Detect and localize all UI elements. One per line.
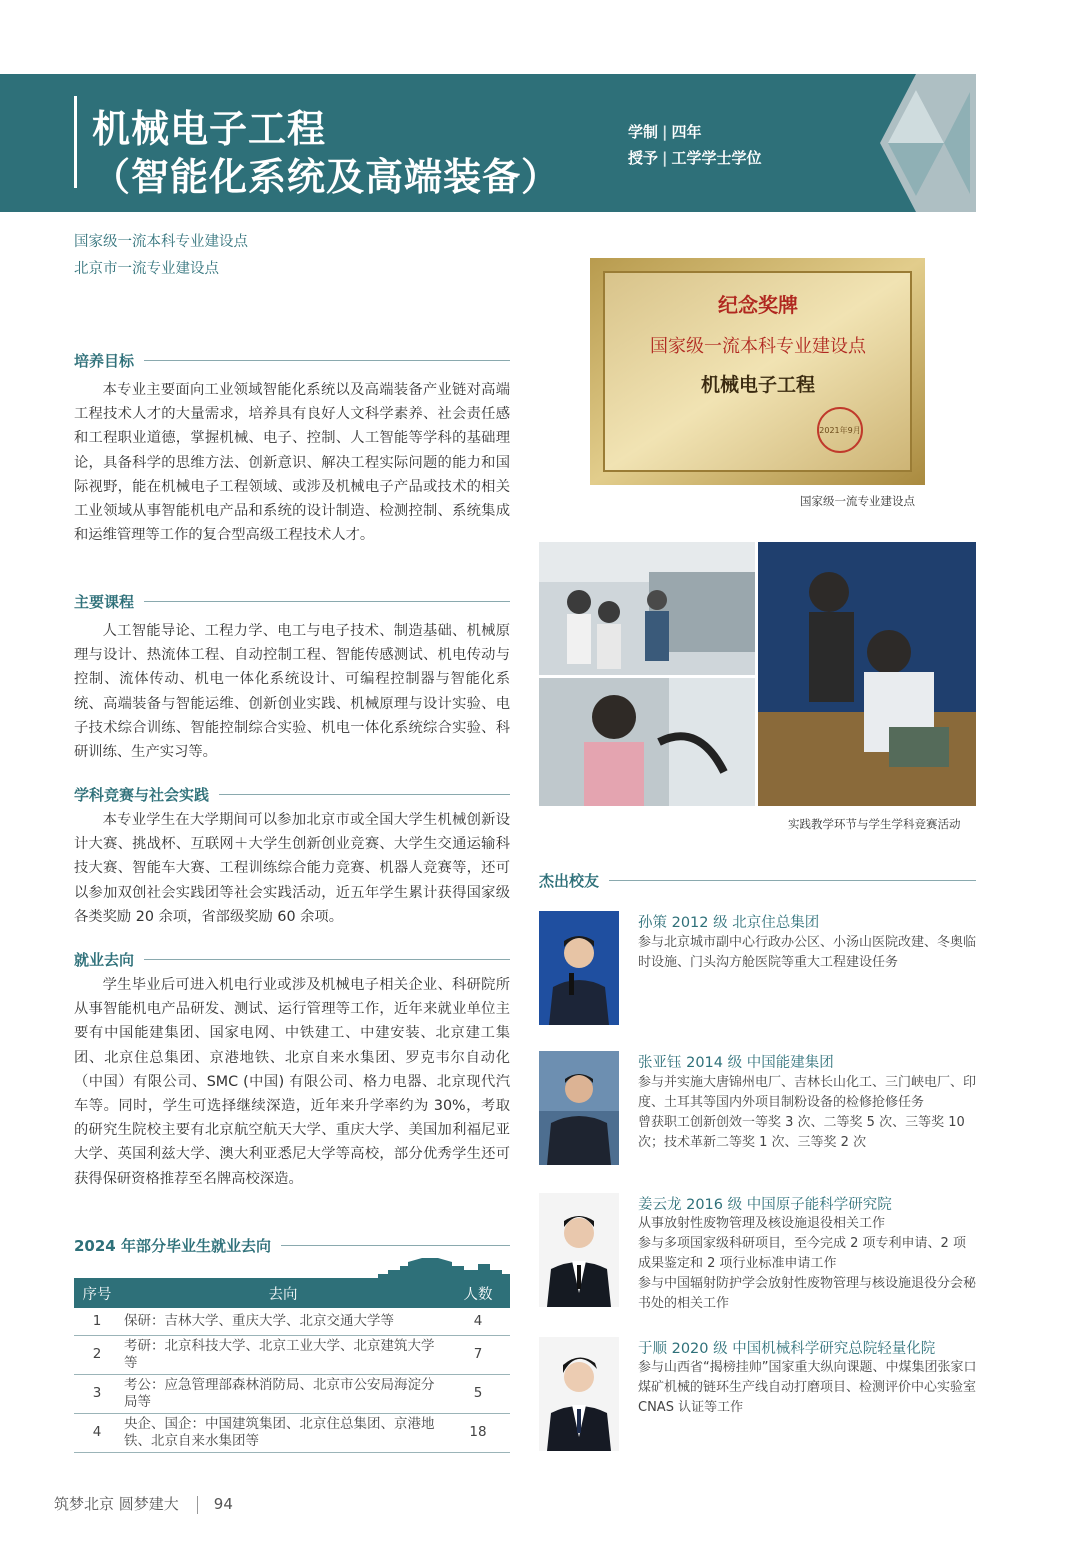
- page-number: 94: [213, 1495, 233, 1513]
- alumni-desc-1: 参与北京城市副中心行政办公区、小汤山医院改建、冬奥临时设施、门头沟方舱医院等重大工程建设任务: [638, 935, 977, 970]
- plaque-line2: 机械电子工程: [700, 374, 816, 396]
- table-header-dest: 去向: [120, 1278, 446, 1308]
- employment-text: 学生毕业后可进入机电行业或涉及机械电子相关企业、科研院所从事智能机电产品研发、测试、运行管理等工作，近年来就业单位主要有中国能建集团、国家电网、中铁建工、中建安装、北京建工集团、北京住总集团、京港地铁、北京自来水集团、罗克韦尔自动化（中国）有限公司、SMC (中国) 有限公司、格力电器、北京现代汽车等。同时，学生可选择继续深造，近年来升学率约为 30%，考取的研究生院校主要有北京航空航天大学、重庆大学、美国加利福尼亚大学、英国利兹大学、澳大利亚悉尼大学等高校，部分优秀学生还可获得保研资格推荐至名牌高校深造。: [74, 977, 510, 1187]
- duration-info: 学制 | 四年: [628, 123, 702, 141]
- alumni-name-3: 姜云龙 2016 级 中国原子能科学研究院: [638, 1197, 892, 1213]
- table-row: 1 保研：吉林大学、重庆大学、北京交通大学等 4: [74, 1308, 510, 1335]
- alumni-name-2: 张亚钰 2014 级 中国能建集团: [638, 1055, 834, 1071]
- practice-caption: 实践教学环节与学生学科竞赛活动: [788, 817, 961, 831]
- badge-beijing: 北京市一流专业建设点: [74, 261, 219, 277]
- title-accent-bar: [74, 96, 77, 188]
- employment-table: [74, 1278, 510, 1453]
- plaque-line1: 国家级一流本科专业建设点: [650, 336, 866, 357]
- section-heading-table: 2024 年部分毕业生就业去向: [74, 1235, 510, 1256]
- page-title: 机械电子工程: [92, 107, 327, 151]
- badge-national: 国家级一流本科专业建设点: [74, 234, 248, 250]
- table-row: 2 考研：北京科技大学、北京工业大学、北京建筑大学等 7: [74, 1335, 510, 1374]
- section-heading-competition: 学科竞赛与社会实践: [74, 784, 510, 805]
- plaque-date: 2021年9月: [819, 426, 861, 435]
- competition-text: 本专业学生在大学期间可以参加北京市或全国大学生机械创新设计大赛、挑战杯、互联网＋大学生创新创业竞赛、大学生交通运输科技大赛、智能车大赛、工程训练综合能力竞赛、机器人竞赛等，还可以参加双创社会实践团等社会实践活动，近五年学生累计获得国家级各类奖励 20 余项，省部级奖励 60 余项。: [74, 812, 510, 925]
- alumni-name-1: 孙策 2012 级 北京住总集团: [638, 915, 820, 931]
- chevron-diamond-logo: [866, 74, 976, 212]
- plaque-heading: 纪念奖牌: [718, 293, 798, 317]
- alumni-desc-4: 参与山西省“揭榜挂帅”国家重大纵向课题、中煤集团张家口煤矿机械的链环生产线自动打磨项目、检测评价中心实验室 CNAS 认证等工作: [638, 1360, 977, 1415]
- alumni-desc-3: 从事放射性废物管理及核设施退役相关工作 参与多项国家级科研项目，至今完成 2 项专利申请、2 项成果鉴定和 2 项行业标准申请工作 参与中国辐射防护学会放射性废物管理与核设施退役分会秘书处的相关工作: [638, 1216, 977, 1311]
- alumni-name-4: 于顺 2020 级 中国机械科学研究总院轻量化院: [638, 1341, 936, 1357]
- plaque-caption: 国家级一流专业建设点: [800, 494, 915, 508]
- alumni-photo-3: [539, 1193, 619, 1307]
- page-subtitle: （智能化系统及高端装备）: [92, 155, 561, 199]
- footer-slogan: 筑梦北京 圆梦建大: [54, 1495, 179, 1513]
- section-heading-employment: 就业去向: [74, 949, 510, 970]
- table-row: 4 央企、国企：中国建筑集团、北京住总集团、京港地铁、北京自来水集团等 18: [74, 1413, 510, 1452]
- table-header-no: 序号: [74, 1278, 120, 1308]
- alumni-photo-4: [539, 1337, 619, 1451]
- table-header-count: 人数: [446, 1278, 510, 1308]
- section-heading-alumni: 杰出校友: [539, 870, 976, 891]
- goal-text: 本专业主要面向工业领域智能化系统以及高端装备产业链对高端工程技术人才的大量需求，培养具有良好人文科学素养、社会责任感和工程职业道德，掌握机械、电子、控制、人工智能等学科的基础理论，具备科学的思维方法、创新意识、解决工程实际问题的能力和国际视野，能在机械电子工程领域、或涉及机械电子产品或技术的相关工业领域从事智能机电产品和系统的设计制造、检测控制、系统集成和运维管理等工作的复合型高级工程技术人才。: [74, 382, 510, 544]
- alumni-photo-2: [539, 1051, 619, 1165]
- skyline-decoration: [378, 1256, 510, 1278]
- alumni-photo-1: [539, 911, 619, 1025]
- plaque-photo: [590, 258, 925, 485]
- section-heading-goal: 培养目标: [74, 350, 510, 371]
- courses-text: 人工智能导论、工程力学、电工与电子技术、制造基础、机械原理与设计、热流体工程、自动控制工程、智能传感测试、机电传动与控制、流体传动、机电一体化系统设计、可编程控制器与智能化系统、高端装备与智能运维、创新创业实践、机械原理与设计实验、电子技术综合训练、智能控制综合实验、机电一体化系统综合实验、科研训练、生产实习等。: [74, 623, 510, 761]
- alumni-desc-2: 参与并实施大唐锦州电厂、吉林长山化工、三门峡电厂、印度、土耳其等国内外项目制粉设备的检修抢修任务 曾获职工创新创效一等奖 3 次、二等奖 5 次、三等奖 10 次；技术革新二等奖 1 次、三等奖 2 次: [638, 1075, 977, 1150]
- degree-info: 授予 | 工学学士学位: [628, 149, 762, 167]
- practice-photo-collage: [539, 542, 976, 806]
- page-footer: [54, 1493, 233, 1514]
- section-heading-courses: 主要课程: [74, 591, 510, 612]
- table-row: 3 考公：应急管理部森林消防局、北京市公安局海淀分局等 5: [74, 1374, 510, 1413]
